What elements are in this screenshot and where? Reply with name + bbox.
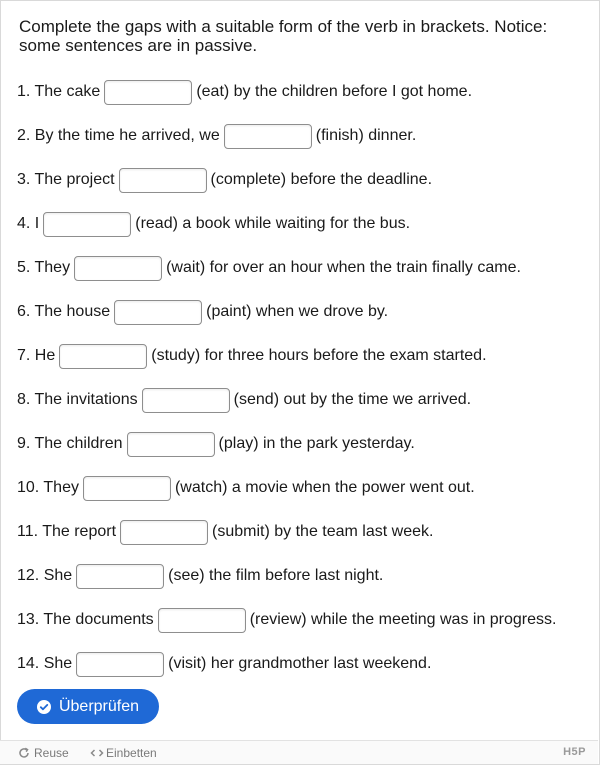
question-row [17,290,592,334]
gap-input[interactable] [104,80,192,105]
question-text-after: (see) the film before last night. [168,567,384,584]
question-row [17,158,592,202]
footer-bar [0,740,598,764]
gap-input[interactable] [76,652,164,677]
gap-input[interactable] [158,608,246,633]
embed-button[interactable] [90,746,157,760]
question-list [17,70,592,686]
question-row [17,202,592,246]
question-text-before: 9. The children [17,435,123,452]
gap-input[interactable] [43,212,131,237]
gap-input[interactable] [59,344,147,369]
h5p-logo: H5P [563,746,586,758]
question-text-before: 5. They [17,259,71,276]
check-button-label: Überprüfen [58,697,140,715]
question-text-before: 12. She [17,567,73,584]
question-text-after: (watch) a movie when the power went out. [174,479,475,496]
reuse-button[interactable] [18,746,69,760]
question-text-before: 7. He [17,347,56,364]
question-text-before: 6. The house [17,303,111,320]
question-row [17,246,592,290]
question-text-before: 1. The cake [17,83,101,100]
question-row [17,422,592,466]
gap-input[interactable] [142,388,230,413]
question-text-before: 14. She [17,655,73,672]
check-button[interactable] [17,689,159,724]
question-row [17,466,592,510]
question-text-after: (send) out by the time we arrived. [233,391,472,408]
question-row [17,642,592,686]
embed-label: Einbetten [106,746,157,760]
question-row [17,70,592,114]
question-text-before: 11. The report [17,523,117,540]
gap-input[interactable] [119,168,207,193]
question-text-after: (eat) by the children before I got home. [196,83,473,100]
question-text-after: (visit) her grandmother last weekend. [168,655,432,672]
gap-input[interactable] [76,564,164,589]
question-row [17,114,592,158]
gap-input[interactable] [127,432,215,457]
question-text-after: (complete) before the deadline. [210,171,433,188]
question-text-before: 13. The documents [17,611,154,628]
question-row [17,554,592,598]
question-text-before: 8. The invitations [17,391,138,408]
gap-input[interactable] [120,520,208,545]
question-row [17,334,592,378]
question-text-after: (study) for three hours before the exam started. [151,347,487,364]
gap-input[interactable] [74,256,162,281]
question-text-after: (wait) for over an hour when the train finally came. [166,259,521,276]
question-text-after: (finish) dinner. [315,127,417,144]
question-text-before: 2. By the time he arrived, we [17,127,220,144]
reuse-icon [18,747,30,759]
check-circle-icon [37,700,51,714]
gap-input[interactable] [114,300,202,325]
question-row [17,598,592,642]
reuse-label: Reuse [34,746,69,760]
gap-input[interactable] [83,476,171,501]
question-text-before: 10. They [17,479,79,496]
question-text-after: (read) a book while waiting for the bus. [135,215,411,232]
question-row [17,510,592,554]
embed-icon [90,747,102,759]
task-instructions: Complete the gaps with a suitable form of the verb in brackets. Notice: some sentences are in passive. [19,17,548,55]
question-text-before: 3. The project [17,171,115,188]
question-text-after: (submit) by the team last week. [212,523,434,540]
question-text-before: 4. I [17,215,40,232]
question-text-after: (review) while the meeting was in progress. [249,611,557,628]
gap-input[interactable] [224,124,312,149]
question-row [17,378,592,422]
question-text-after: (play) in the park yesterday. [218,435,415,452]
question-text-after: (paint) when we drove by. [206,303,389,320]
